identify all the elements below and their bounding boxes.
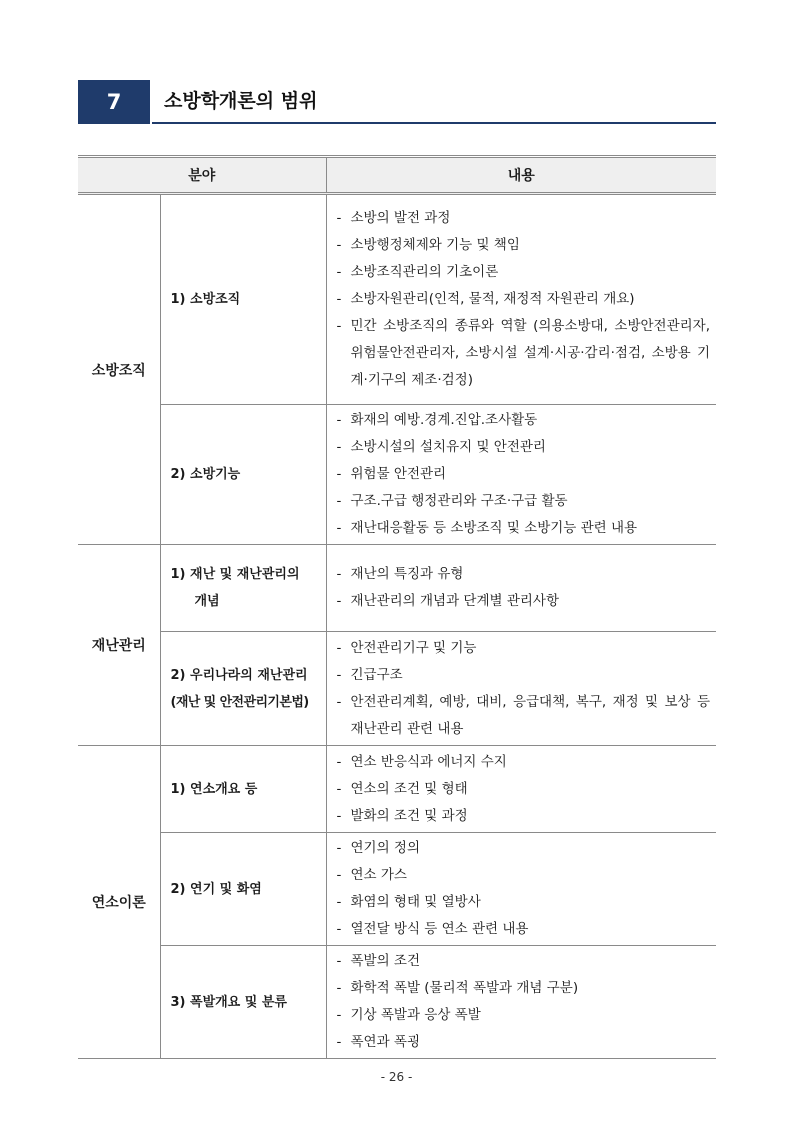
table-row	[78, 545, 716, 632]
subcategory-cell: 1) 연소개요 등	[160, 746, 326, 833]
list-item: - 긴급구조	[336, 666, 403, 683]
list-item: - 화재의 예방.경계.진압.조사활동	[336, 412, 538, 428]
list-item: - 열전달 방식 등 연소 관련 내용	[336, 921, 529, 937]
category-cell: 연소이론	[78, 746, 160, 1059]
content-cell	[326, 746, 716, 833]
list-item: - 재난관리의 개념과 단계별 관리사항	[336, 593, 559, 609]
list-item: - 소방시설의 설치유지 및 안전관리	[336, 439, 546, 455]
list-item: - 소방조직관리의 기초이론	[336, 264, 499, 280]
content-cell	[326, 405, 716, 545]
table-row	[78, 946, 716, 1059]
content-cell	[326, 632, 716, 746]
list-item: - 민간 소방조직의 종류와 역할 (의용소방대, 소방안전관리자, 위험물안전관리자, 소방시설 설계·시공·감리·점검, 소방용 기계·기구의 제조·검정)	[336, 318, 710, 388]
category-cell: 소방조직	[78, 194, 160, 545]
list-item: - 폭발의 조건	[336, 953, 420, 969]
category-cell: 재난관리	[78, 545, 160, 746]
section-number: 7	[78, 80, 150, 124]
table-row	[78, 405, 716, 545]
list-item: - 구조.구급 행정관리와 구조·구급 활동	[336, 493, 568, 509]
subcategory-cell: 2) 소방기능	[160, 405, 326, 545]
subcategory-cell: 3) 폭발개요 및 분류	[160, 946, 326, 1059]
list-item: - 연소의 조건 및 형태	[336, 780, 468, 797]
list-item: - 연소 가스	[336, 867, 407, 883]
list-item: - 발화의 조건 및 과정	[336, 807, 468, 824]
table-header-row	[78, 157, 716, 194]
list-item: - 재난대응활동 등 소방조직 및 소방기능 관련 내용	[336, 520, 638, 536]
content-cell	[326, 833, 716, 946]
list-item: - 재난의 특징과 유형	[336, 566, 464, 582]
section-title: 소방학개론의 범위	[164, 90, 318, 112]
list-item: - 위험물 안전관리	[336, 466, 447, 482]
header-field: 분야	[78, 157, 326, 194]
page-number: - 26 -	[380, 1070, 413, 1084]
header-content: 내용	[326, 157, 716, 194]
subcategory-cell: 2) 우리나라의 재난관리 (재난 및 안전관리기본법)	[160, 632, 326, 746]
section-header	[78, 80, 716, 124]
subcategory-cell: 2) 연기 및 화염	[160, 833, 326, 946]
list-item: - 화학적 폭발 (물리적 폭발과 개념 구분)	[336, 980, 579, 996]
list-item: - 화염의 형태 및 열방사	[336, 894, 481, 910]
list-item: - 소방자원관리(인적, 물적, 재정적 자원관리 개요)	[336, 291, 635, 307]
list-item: - 소방의 발전 과정	[336, 210, 451, 226]
list-item: - 소방행정체제와 기능 및 책임	[336, 237, 520, 253]
section-title-underline	[152, 122, 716, 124]
list-item: - 기상 폭발과 응상 폭발	[336, 1007, 481, 1023]
scope-table	[78, 155, 716, 1059]
subcategory-cell: 1) 소방조직	[160, 194, 326, 405]
list-item: - 안전관리기구 및 기능	[336, 639, 477, 656]
table-row	[78, 833, 716, 946]
table-row	[78, 746, 716, 833]
list-item: - 폭연과 폭굉	[336, 1034, 420, 1050]
list-item: - 연기의 정의	[336, 840, 420, 856]
content-cell	[326, 545, 716, 632]
content-cell	[326, 194, 716, 405]
list-item: - 안전관리계획, 예방, 대비, 응급대책, 복구, 재정 및 보상 등 재난관리 관련 내용	[336, 693, 710, 737]
table-row	[78, 194, 716, 405]
list-item: - 연소 반응식과 에너지 수지	[336, 753, 507, 770]
table-row	[78, 632, 716, 746]
content-cell	[326, 946, 716, 1059]
subcategory-cell: 1) 재난 및 재난관리의 개념	[160, 545, 326, 632]
